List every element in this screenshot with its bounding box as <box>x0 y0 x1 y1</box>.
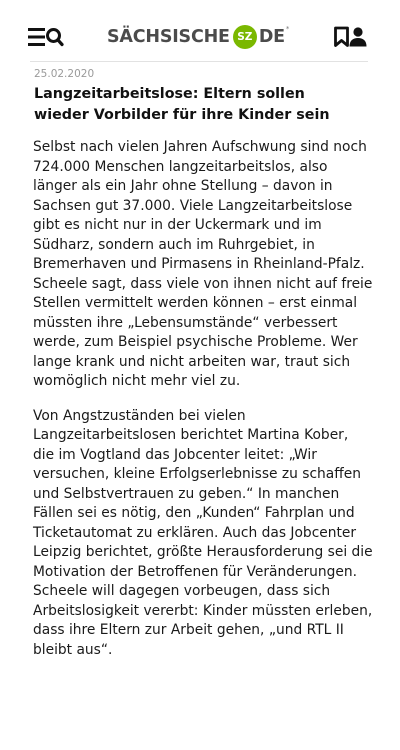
logo-word-right: DE <box>258 27 285 47</box>
logo-trademark: * <box>285 25 290 33</box>
bookmark-user-button[interactable] <box>333 26 369 48</box>
article-paragraph: Von Angstzuständen bei vielen Langzeitarbeitslosen berichtet Martina Kober, die im Vogtland das Jobcenter leitet: „Wir versuchen, kleine Erfolgserlebnisse zu schaffen und Selbstvertrauen zu geben.“ In manchen Fällen sei es nötig, den „Kunden“ Fahrplan und Ticketautomat zu erklären. Auch das Jobcenter Leipzig berichtet, größte Herausforderung sei die Motivation der Betroffenen für Veränderungen. Scheele will dagegen vorbeugen, dass sich Arbeitslosigkeit vererbt: Kinder müssten erleben, dass ihre Eltern zur Arbeit gehen, „und RTL II bleibt aus“. <box>33 407 373 658</box>
site-logo[interactable] <box>107 24 289 50</box>
bookmark-user-icon <box>333 26 369 48</box>
menu-search-button[interactable] <box>28 27 64 47</box>
logo-word-left: SÄCHSISCHE <box>107 27 230 47</box>
article-body <box>33 138 373 675</box>
header-divider <box>30 61 368 62</box>
article-title: Langzeitarbeitslose: Eltern sollen wieder Vorbilder für ihre Kinder sein <box>34 86 330 123</box>
article-paragraph: Selbst nach vielen Jahren Aufschwung sind noch 724.000 Menschen langzeitarbeitslos, also länger als ein Jahr ohne Stellung – davon in Sachsen gut 37.000. Viele Langzeitarbeitslose gibt es nicht nur in der Uckermark und im Südharz, sondern auch im Ruhrgebiet, in Bremerhaven und Pirmasens in Rheinland-Pfalz. Scheele sagt, dass viele von ihnen nicht auf freie Stellen vermittelt werden können – erst einmal müssten ihre „Lebensumstände“ verbessert werde, zum Beispiel psychische Probleme. Wer lange krank und nicht arbeiten war, traut sich womöglich nicht mehr viel zu. <box>33 139 373 389</box>
hamburger-search-icon <box>28 27 64 47</box>
logo-badge: SZ <box>233 25 257 49</box>
article-date: 25.02.2020 <box>34 68 95 80</box>
